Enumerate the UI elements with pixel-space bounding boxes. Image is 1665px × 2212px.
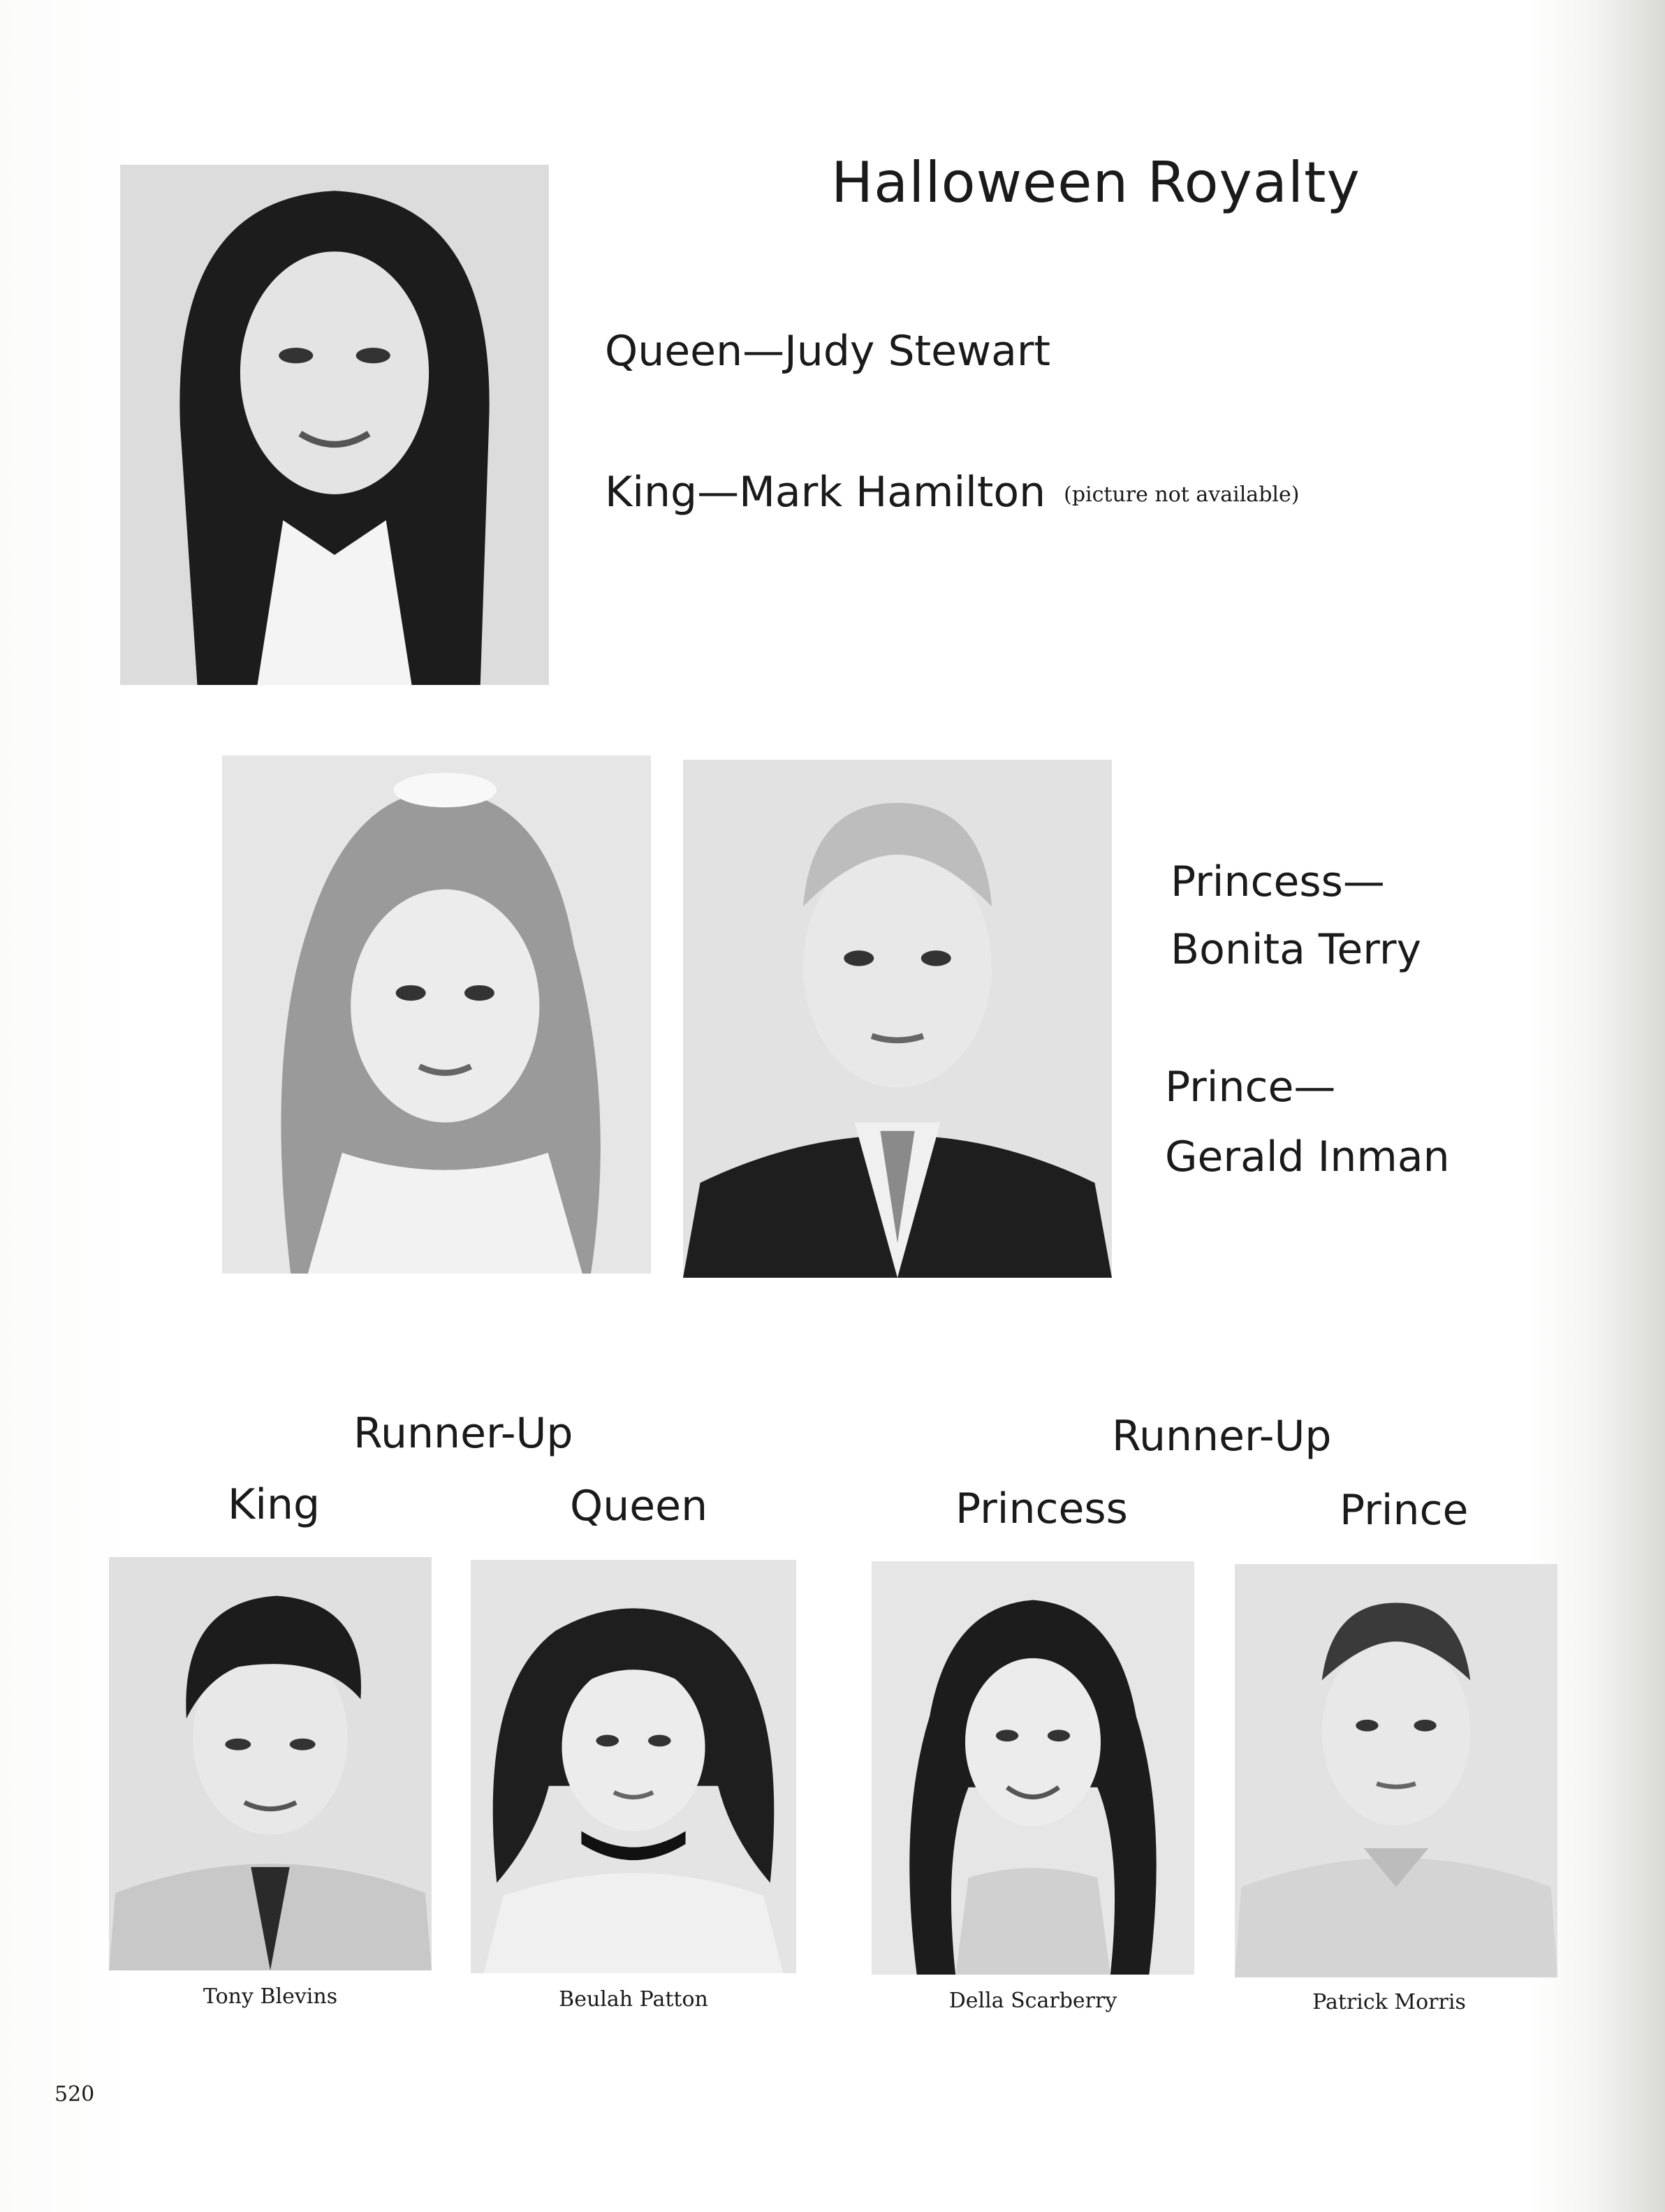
- king-role: King: [605, 468, 698, 517]
- princess-photo: [222, 755, 651, 1274]
- runner-up-left-heading: Runner-Up: [353, 1409, 573, 1458]
- ru-prince-caption: Patrick Morris: [1312, 1990, 1466, 2014]
- ru-queen-label: Queen: [570, 1482, 708, 1531]
- princess-name: Bonita Terry: [1171, 925, 1422, 974]
- ru-queen-caption: Beulah Patton: [559, 1987, 708, 2012]
- queen-photo: [120, 165, 549, 685]
- ru-king-label: King: [228, 1480, 321, 1529]
- prince-photo: [683, 760, 1112, 1278]
- ru-princess-photo: [872, 1561, 1194, 1975]
- page-number: 520: [54, 2082, 95, 2107]
- queen-role: Queen: [605, 327, 743, 376]
- king-note: (picture not available): [1064, 482, 1300, 507]
- queen-name: Judy Stewart: [784, 327, 1051, 376]
- runner-up-right-heading: Runner-Up: [1112, 1412, 1332, 1461]
- king-line: [605, 468, 1299, 517]
- prince-role: Prince—: [1165, 1063, 1336, 1112]
- princess-role: Princess—: [1171, 857, 1385, 906]
- queen-dash: —: [742, 327, 785, 376]
- ru-prince-label: Prince: [1340, 1486, 1469, 1535]
- king-name: Mark Hamilton: [739, 468, 1046, 517]
- king-dash: —: [697, 468, 740, 517]
- ru-king-photo: [109, 1557, 432, 1970]
- ru-princess-caption: Della Scarberry: [948, 1989, 1117, 2013]
- ru-princess-label: Princess: [955, 1484, 1128, 1533]
- prince-name: Gerald Inman: [1165, 1133, 1450, 1181]
- ru-prince-photo: [1235, 1564, 1557, 1977]
- ru-king-caption: Tony Blevins: [203, 1984, 338, 2009]
- page-title: Halloween Royalty: [831, 150, 1360, 215]
- queen-line: [605, 327, 1050, 376]
- ru-queen-photo: [471, 1560, 796, 1973]
